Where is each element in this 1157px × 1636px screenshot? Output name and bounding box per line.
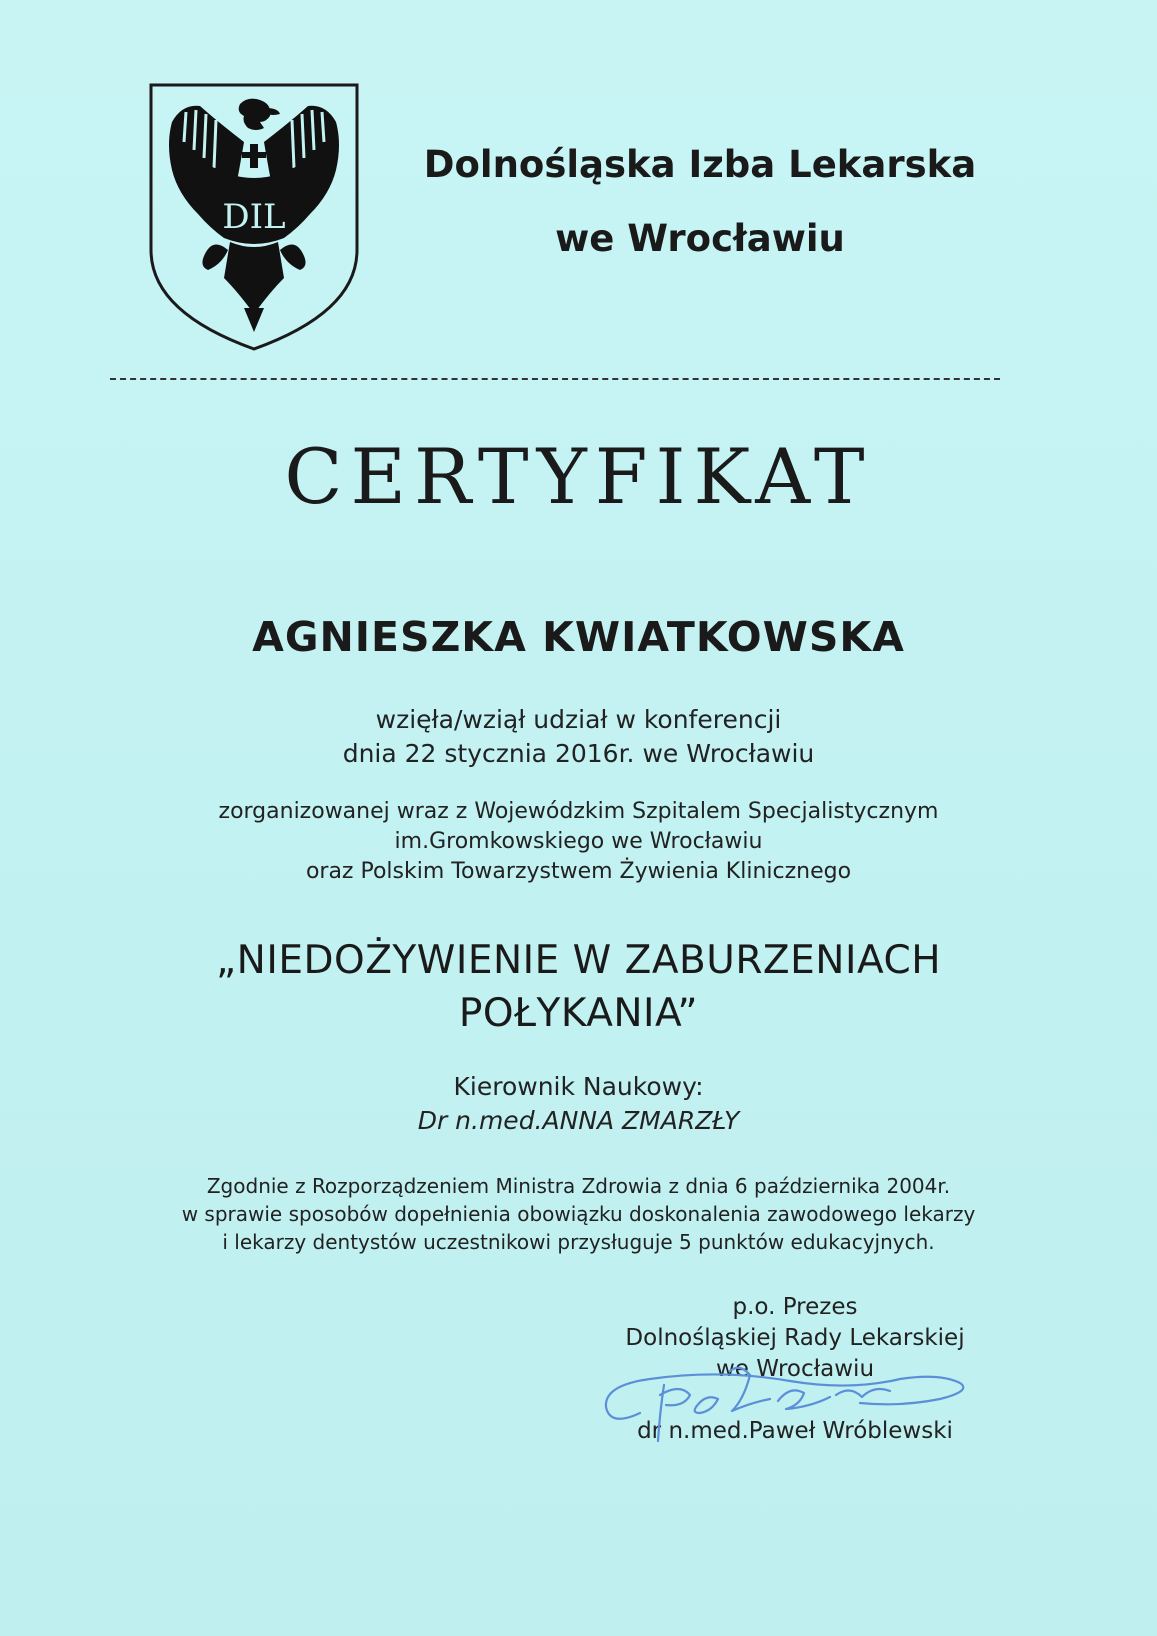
conference-title-line2: POŁYKANIA” bbox=[458, 991, 699, 1036]
organization-name bbox=[380, 128, 1020, 276]
scientific-head-label: Kierownik Naukowy: bbox=[453, 1072, 704, 1101]
organizers-text bbox=[0, 797, 1157, 887]
conference-title-line1: „NIEDOŻYWIENIE W ZABURZENIACH bbox=[215, 938, 942, 983]
organizers-line3: oraz Polskim Towarzystwem Żywienia Klinicznego bbox=[305, 859, 852, 884]
handwritten-signature bbox=[600, 1355, 980, 1455]
organizers-line1: zorganizowanej wraz z Wojewódzkim Szpitalem Specjalistycznym bbox=[218, 799, 939, 824]
participation-text bbox=[0, 703, 1157, 771]
regulation-text bbox=[0, 1172, 1157, 1256]
conference-title bbox=[0, 934, 1157, 1040]
signatory-line1: p.o. Prezes bbox=[732, 1294, 858, 1320]
participation-line2: dnia 22 stycznia 2016r. we Wrocławiu bbox=[342, 739, 815, 768]
regulation-line1: Zgodnie z Rozporządzeniem Ministra Zdrowia z dnia 6 października 2004r. bbox=[206, 1174, 951, 1198]
dashed-divider bbox=[110, 378, 1000, 380]
scientific-head-name: Dr n.med.ANNA ZMARZŁY bbox=[417, 1106, 740, 1135]
signatory-line2: Dolnośląskiej Rady Lekarskiej bbox=[625, 1325, 965, 1351]
scientific-head bbox=[0, 1070, 1157, 1138]
signatory-name: dr n.med.Paweł Wróblewski bbox=[637, 1418, 953, 1444]
participation-line1: wzięła/wziął udział w konferencji bbox=[375, 705, 782, 734]
crest-letters: DIL bbox=[222, 197, 286, 237]
organization-name-line1: Dolnośląska Izba Lekarska bbox=[423, 143, 977, 186]
signatory-line3: we Wrocławiu bbox=[715, 1356, 875, 1382]
organization-name-line2: we Wrocławiu bbox=[555, 217, 845, 260]
organizers-line2: im.Gromkowskiego we Wrocławiu bbox=[394, 829, 763, 854]
eagle-crest-logo bbox=[148, 82, 360, 352]
recipient-name: AGNIESZKA KWIATKOWSKA bbox=[252, 613, 905, 661]
regulation-line3: i lekarzy dentystów uczestnikowi przysługuje 5 punktów edukacyjnych. bbox=[222, 1230, 935, 1254]
regulation-line2: w sprawie sposobów dopełnienia obowiązku doskonalenia zawodowego lekarzy bbox=[181, 1202, 976, 1226]
certificate-title: CERTYFIKAT bbox=[284, 432, 873, 521]
